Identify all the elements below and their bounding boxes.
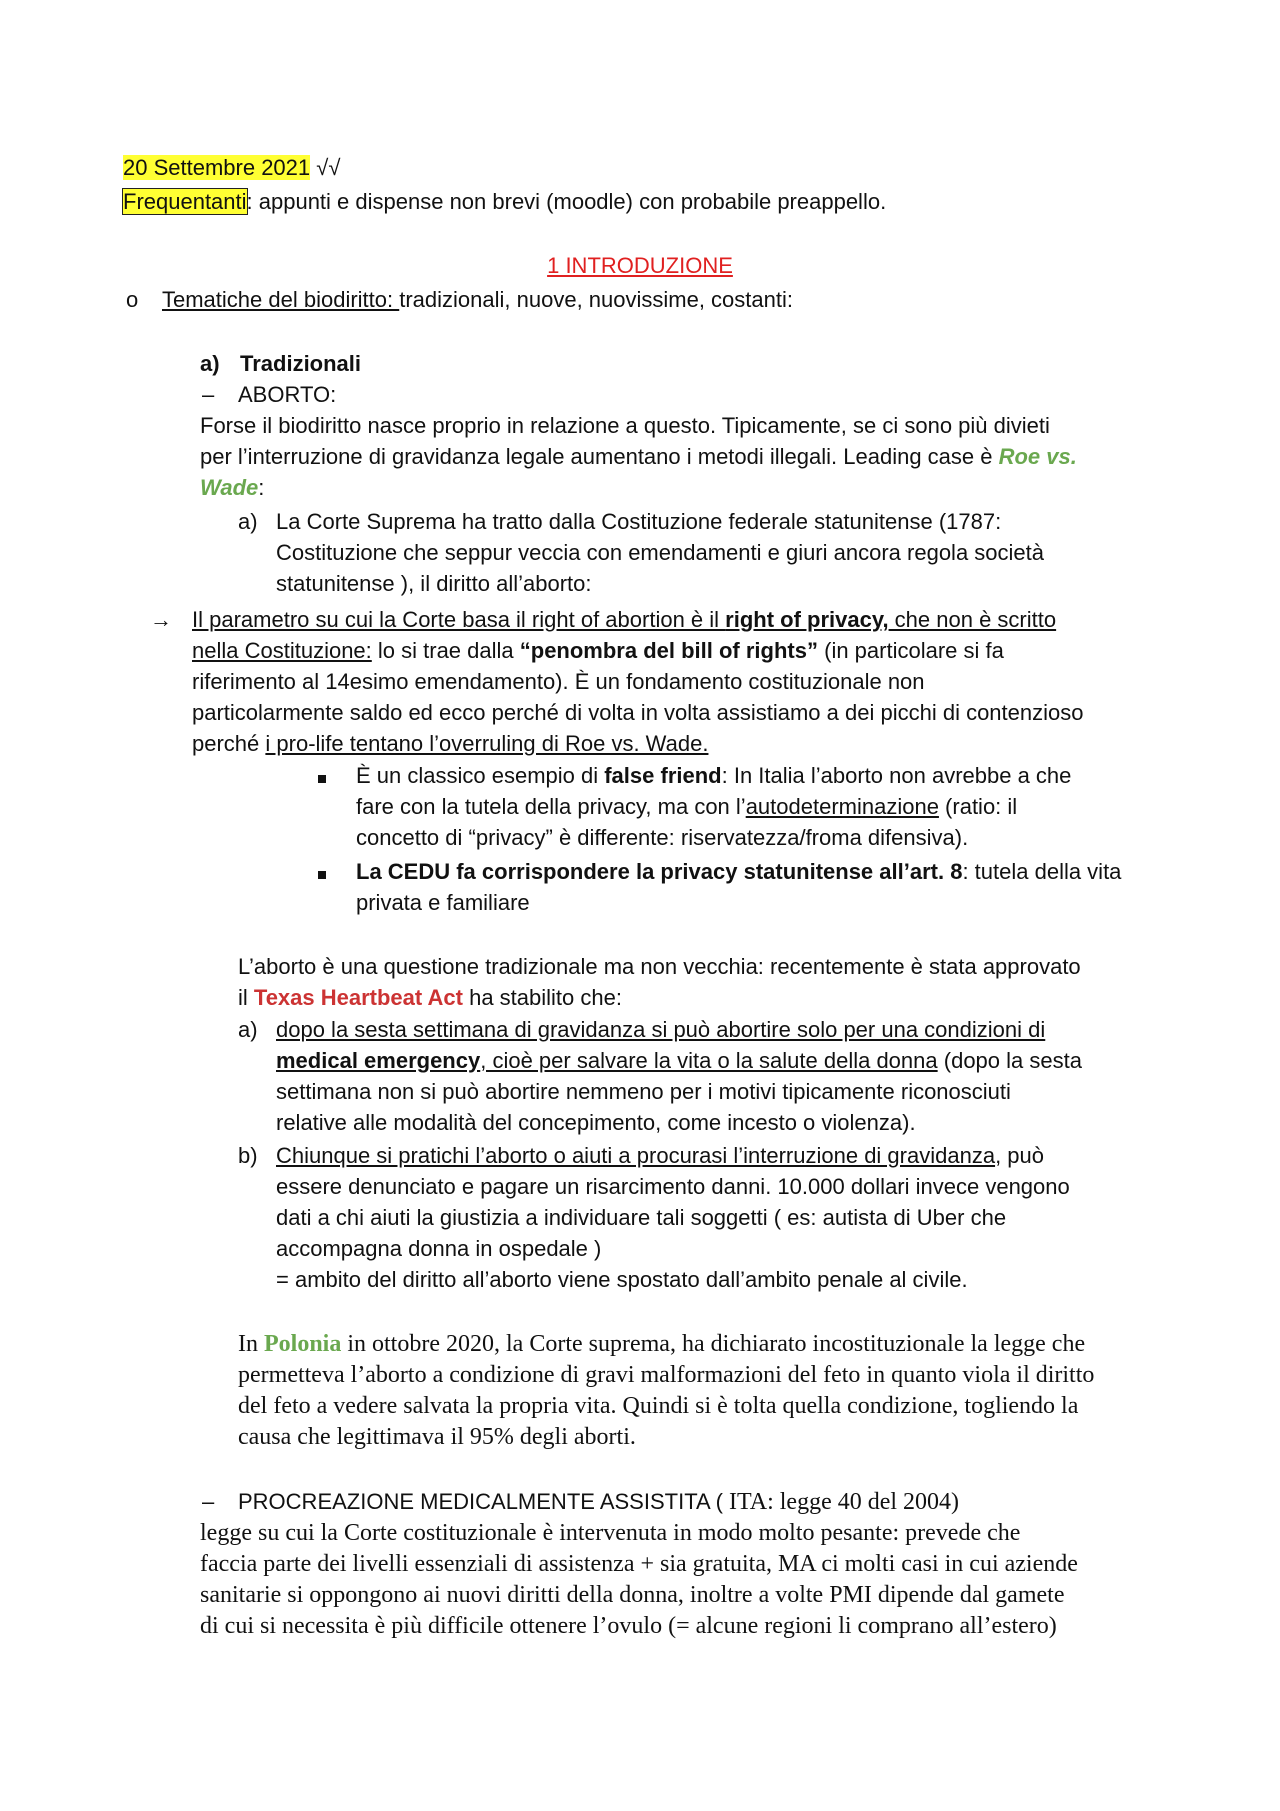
- texas-line-1: L’aborto è una questione tradizionale ma non vecchia: recentemente è stata approvato: [238, 954, 1081, 979]
- texas-b-underlined: Chiunque si pratichi l’aborto o aiuti a procurasi l’interruzione di gravidanza: [276, 1143, 996, 1168]
- corte-item-line-1: La Corte Suprema ha tratto dalla Costituzione federale statunitense (1787:: [276, 509, 1002, 534]
- arrow-text: lo si trae dalla: [371, 638, 520, 663]
- wade-case: Wade: [200, 475, 259, 500]
- texas-a-line-4: relative alle modalità del concepimento, come incesto o violenza).: [276, 1110, 916, 1135]
- bill-of-rights: “penombra del bill of rights”: [519, 638, 818, 663]
- topics-label: Tematiche del biodiritto:: [162, 287, 400, 312]
- texas-text: il: [238, 985, 254, 1010]
- texas-b-line-5: = ambito del diritto all’aborto viene spostato dall’ambito penale al civile.: [276, 1267, 968, 1292]
- polonia-text-2: in ottobre 2020, la Corte suprema, ha dichiarato incostituzionale la legge che: [341, 1331, 1086, 1357]
- overruling-text: i pro-life tentano l’overruling di Roe vs. Wade.: [265, 731, 709, 756]
- autodeterminazione: autodeterminazione: [745, 794, 939, 819]
- square-bullet-icon: [318, 856, 326, 888]
- texas-line-2: [238, 982, 622, 1014]
- polonia-line-2: permetteva l’aborto a condizione di gravi malformazioni del feto in quanto viola il diritto: [238, 1362, 1095, 1388]
- polonia-line-4: causa che legittimava il 95% degli aborti.: [238, 1424, 636, 1450]
- texas-a-underlined-2: , cioè per salvare la vita o la salute della donna: [480, 1048, 938, 1073]
- colon: :: [258, 475, 265, 500]
- corte-item-line-2: Costituzione che seppur veccia con emendamenti e giuri ancora regola società: [276, 540, 1044, 565]
- polonia-line-3: del feto a vedere salvata la propria vita. Quindi si è tolta quella condizione, togliendo la: [238, 1393, 1079, 1419]
- tradizionali-title: Tradizionali: [240, 351, 362, 376]
- frequentanti-text: : appunti e dispense non brevi (moodle) con probabile preappello.: [246, 189, 887, 214]
- corte-item-line-3: statunitense ), il diritto all’aborto:: [276, 571, 592, 596]
- arrow-line-1: [192, 604, 1056, 636]
- arrow-line-4: particolarmente saldo ed ecco perché di volta in volta assistiamo a dei picchi di contenzioso: [192, 700, 1084, 725]
- arrow-line-5: [192, 728, 708, 760]
- pma-line-3: sanitarie si oppongono ai nuovi diritti della donna, inoltre a volte PMI dipende dal gamete: [200, 1582, 1065, 1608]
- corte-item-marker: a): [238, 509, 258, 534]
- pma-law: ITA: legge 40 del 2004): [729, 1489, 960, 1515]
- false-friend-line-2: [356, 791, 1017, 823]
- false-friend-term: false friend: [604, 763, 722, 788]
- texas-b-line-4: accompagna donna in ospedale ): [276, 1236, 602, 1261]
- texas-b-line-3: dati a chi aiuti la giustizia a individuare tali soggetti ( es: autista di Uber che: [276, 1205, 1007, 1230]
- aborto-label: ABORTO:: [238, 382, 337, 407]
- topics-text: tradizionali, nuove, nuovissime, costanti:: [399, 287, 793, 312]
- texas-a-line-2: [276, 1045, 1082, 1077]
- frequentanti-highlight: Frequentanti: [123, 189, 247, 214]
- aborto-paragraph-line-3: [200, 472, 264, 504]
- arrow-underlined-1: Il parametro su cui la Corte basa il right of abortion è il: [192, 607, 726, 632]
- false-friend-text-4: (ratio: il: [938, 794, 1018, 819]
- texas-a-line-3: settimana non si può abortire nemmeno per i motivi tipicamente riconosciuti: [276, 1079, 1011, 1104]
- right-of-privacy: right of privacy,: [725, 607, 889, 632]
- topics-line: [162, 284, 793, 316]
- medical-emergency: medical emergency: [276, 1048, 481, 1073]
- topics-bullet: o: [126, 287, 139, 312]
- pma-line-4: di cui si necessita è più difficile ottenere l’ovulo (= alcune regioni li comprano all’estero): [200, 1613, 1057, 1639]
- cedu-line-1: [356, 856, 1121, 888]
- arrow-line-3: riferimento al 14esimo emendamento). È un fondamento costituzionale non: [192, 669, 925, 694]
- false-friend-text-2: : In Italia l’aborto non avrebbe a che: [721, 763, 1072, 788]
- arrow-underlined-3: nella Costituzione:: [192, 638, 372, 663]
- texas-b-marker: b): [238, 1143, 258, 1168]
- arrow-text-3: perché: [192, 731, 266, 756]
- false-friend-text: È un classico esempio di: [356, 763, 605, 788]
- texas-heartbeat-act: Texas Heartbeat Act: [253, 985, 463, 1010]
- pma-dash: –: [202, 1489, 215, 1514]
- false-friend-line-3: concetto di “privacy” è differente: riservatezza/froma difensiva).: [356, 825, 969, 850]
- check-marks: √√: [310, 155, 341, 180]
- pma-title: PROCREAZIONE MEDICALMENTE ASSISTITA (: [238, 1489, 730, 1514]
- texas-a-underlined: dopo la sesta settimana di gravidanza si può abortire solo per una condizioni di: [276, 1017, 1046, 1042]
- false-friend-line-1: [356, 760, 1071, 792]
- aborto-paragraph-line-1: Forse il biodiritto nasce proprio in relazione a questo. Tipicamente, se ci sono più divieti: [200, 413, 1050, 438]
- polonia-name: Polonia: [264, 1331, 342, 1357]
- texas-b-line-1: [276, 1140, 1044, 1172]
- frequentanti-line: [123, 186, 886, 218]
- texas-a-text: (dopo la sesta: [937, 1048, 1082, 1073]
- aborto-paragraph-text: per l’interruzione di gravidanza legale aumentano i metodi illegali. Leading case è: [200, 444, 999, 469]
- square-bullet-icon: [318, 760, 326, 792]
- aborto-dash: –: [202, 382, 215, 407]
- date-highlight: 20 Settembre 2021: [123, 155, 311, 180]
- pma-title-line: [238, 1486, 959, 1518]
- pma-line-2: faccia parte dei livelli essenziali di assistenza + sia gratuita, MA ci molti casi in cui aziende: [200, 1551, 1078, 1577]
- arrow-icon: →: [150, 607, 172, 632]
- texas-a-marker: a): [238, 1017, 258, 1042]
- roe-case: Roe vs.: [998, 444, 1077, 469]
- section-title-line: [0, 250, 1280, 282]
- section-title: 1 INTRODUZIONE: [547, 253, 733, 278]
- aborto-paragraph-line-2: [200, 441, 1077, 473]
- polonia-line-1: [238, 1328, 1085, 1360]
- date-line: [123, 152, 340, 184]
- cedu-bold: La CEDU fa corrispondere la privacy statunitense all’art. 8: [356, 859, 963, 884]
- arrow-text-2: (in particolare si fa: [818, 638, 1004, 663]
- polonia-text: In: [238, 1331, 264, 1357]
- texas-text-2: ha stabilito che:: [462, 985, 622, 1010]
- texas-b-text: , può: [995, 1143, 1044, 1168]
- false-friend-text-3: fare con la tutela della privacy, ma con l’: [356, 794, 746, 819]
- texas-b-line-2: essere denunciato e pagare un risarcimento danni. 10.000 dollari invece vengono: [276, 1174, 1070, 1199]
- pma-line-1: legge su cui la Corte costituzionale è intervenuta in modo molto pesante: prevede che: [200, 1520, 1021, 1546]
- cedu-text: : tutela della vita: [962, 859, 1122, 884]
- arrow-line-2: [192, 635, 1004, 667]
- cedu-line-2: privata e familiare: [356, 890, 530, 915]
- texas-a-line-1: [276, 1014, 1045, 1046]
- arrow-underlined-2: che non è scritto: [888, 607, 1057, 632]
- tradizionali-marker: a): [200, 351, 220, 376]
